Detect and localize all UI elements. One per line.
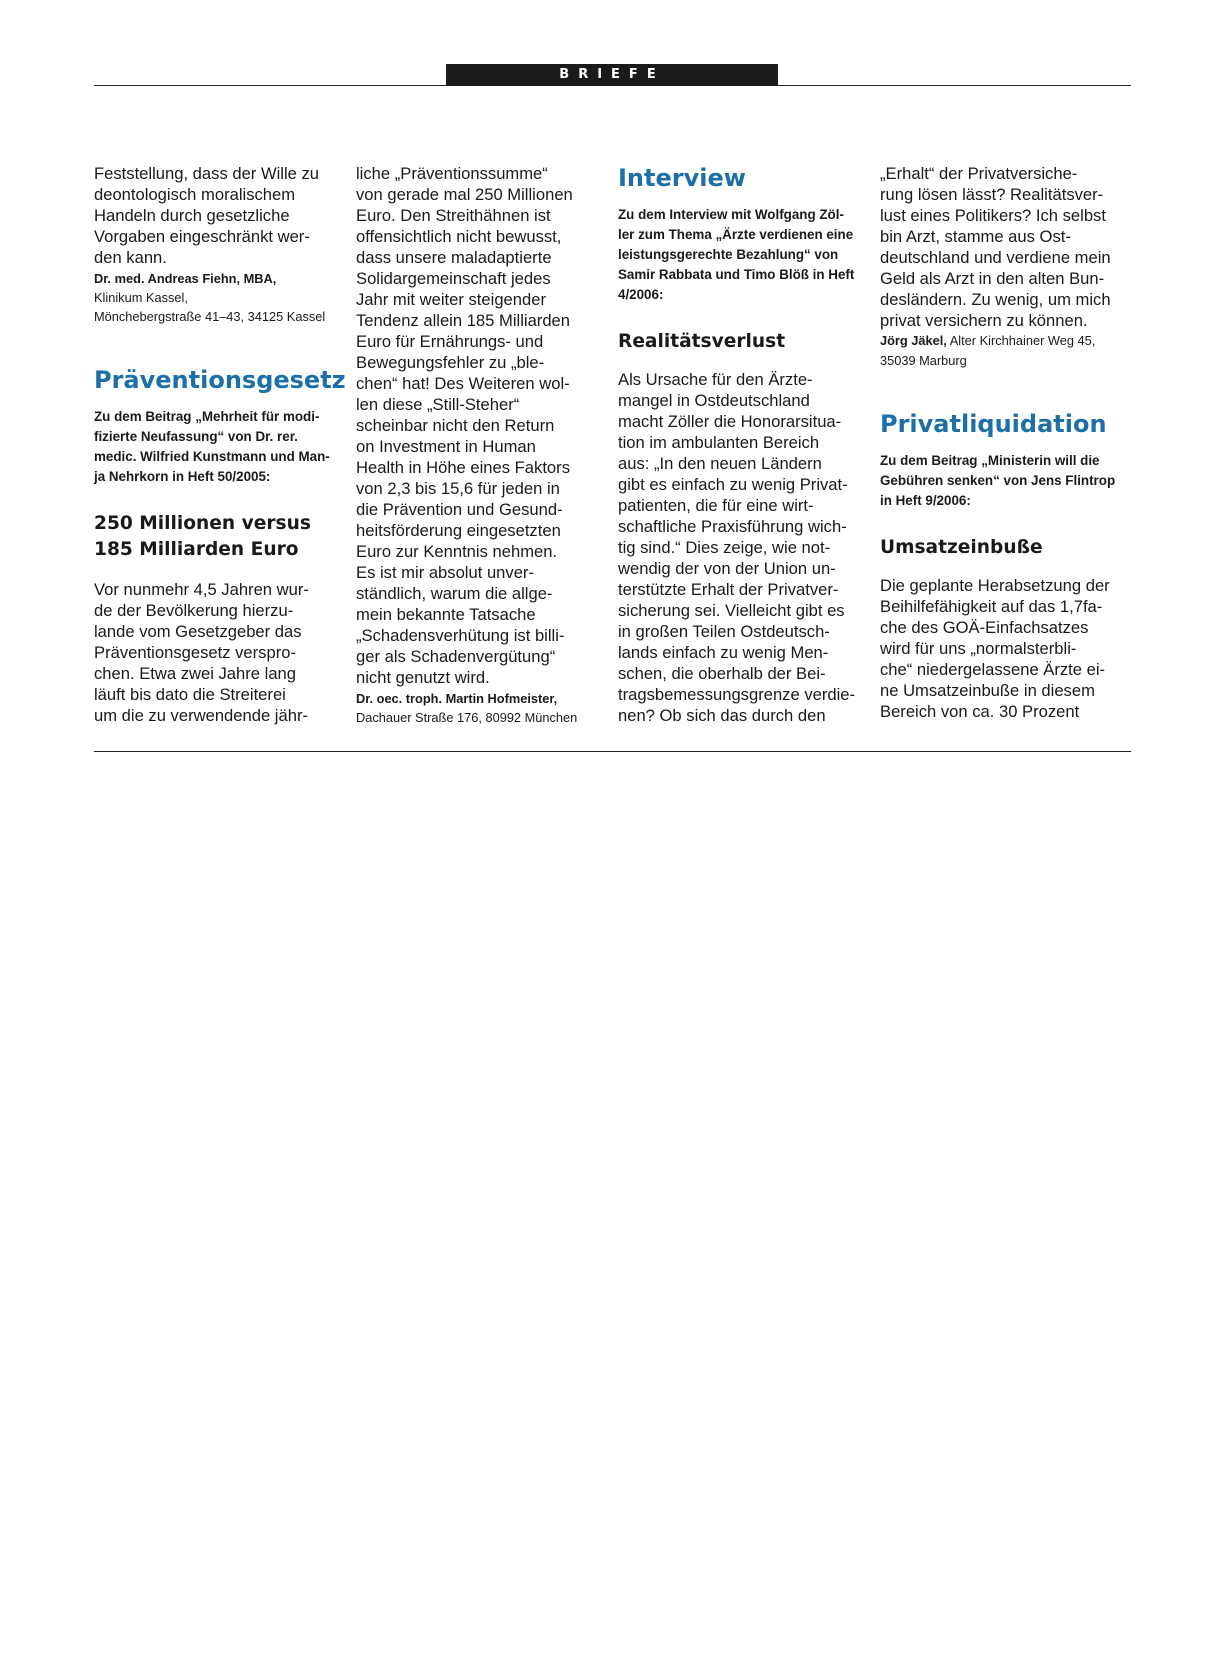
footer-rule [94, 751, 1131, 752]
letter-body: Vor nunmehr 4,5 Jahren wur- de der Bevölkerung hierzu- lande vom Gesetzgeber das Präventionsgesetz verspro- chen. Etwa zwei Jahre lang läuft bis dato die Streiterei um die zu verwendende jähr- [94, 580, 309, 725]
section-label: BRIEFE [446, 64, 778, 86]
author-address: Dachauer Straße 176, 80992 München [356, 710, 578, 725]
letter-body: Feststellung, dass der Wille zu deontologisch moralischem Handeln durch gesetzliche Vorgaben eingeschränkt wer- den kann. [94, 164, 320, 267]
author-name: Jörg Jäkel, [880, 333, 947, 348]
author-name: Dr. med. Andreas Fiehn, MBA, [94, 271, 277, 286]
letter-body: „Erhalt“ der Privatversiche- rung lösen lässt? Realitätsver- lust eines Politikers? Ich selbst bin Arzt, stamme aus Ost- deutschland und verdiene mein Geld als Arzt in den alten Bun- desländern. Zu wenig, um mich privat versichern zu können. [880, 164, 1111, 330]
letter-headline: Umsatzeinbuße [880, 537, 1043, 558]
column-4 [880, 163, 1130, 722]
letter-body: Als Ursache für den Ärzte- mangel in Ostdeutschland macht Zöller die Honorarsitua- tion im ambulanten Bereich aus: „In den neuen Ländern gibt es einfach zu wenig Privat- patienten, die für eine wirt- schaftliche Praxisführung wich- tig sind.“ Dies zeige, wie not- wendig der von der Union un- terstützte Erhalt der Privatver- sicherung sei. Vielleicht gibt es in großen Teilen Ostdeutsch- lands einfach zu wenig Men- schen, die oberhalb der Bei- tragsbemessungsgrenze verdie- nen? Ob sich das durch den [618, 370, 856, 725]
column-1 [94, 163, 344, 726]
letter-body: liche „Präventionssumme“ von gerade mal 250 Millionen Euro. Den Streithähnen ist offensichtlich nicht bewusst, dass unsere maladaptierte Solidargemeinschaft jedes Jahr mit weiter steigender Tendenz allein 185 Milliarden Euro für Ernährungs- und Bewegungsfehler zu „ble- chen“ hat! Des Weiteren wol- len diese „Still-Steher“ scheinbar nicht den Return on Investment in Human Health in Höhe eines Faktors von 2,3 bis 15,6 für jeden in die Prävention und Gesund- heitsförderung eingesetzten Euro zur Kenntnis nehmen. Es ist mir absolut unver- ständlich, warum die allge- mein bekannte Tatsache „Schadensverhütung ist billi- ger als Schadenvergütung“ nicht genutzt wird. [356, 164, 573, 687]
author-address-line2: 35039 Marburg [880, 353, 967, 368]
article-reference: Zu dem Beitrag „Mehrheit für modi- fizierte Neufassung“ von Dr. rer. medic. Wilfried Kunstmann und Man- ja Nehrkorn in Heft 50/2005: [94, 409, 330, 484]
author-address: Klinikum Kassel, Mönchebergstraße 41–43, 34125 Kassel [94, 290, 326, 324]
letter-headline: 250 Millionen versus 185 Milliarden Euro [94, 513, 311, 560]
section-title: Privatliquidation [880, 410, 1107, 438]
article-reference: Zu dem Beitrag „Ministerin will die Gebühren senken“ von Jens Flintrop in Heft 9/2006: [880, 453, 1116, 508]
article-reference: Zu dem Interview mit Wolfgang Zöl- ler zum Thema „Ärzte verdienen eine leistungsgerechte Bezahlung“ von Samir Rabbata und Timo Blöß in Heft 4/2006: [618, 207, 855, 302]
author-address: Alter Kirchhainer Weg 45, [949, 333, 1096, 348]
author-signature [880, 331, 1130, 351]
section-title: Interview [618, 164, 746, 192]
column-2 [356, 163, 606, 727]
letter-body: Die geplante Herabsetzung der Beihilfefähigkeit auf das 1,7fa- che des GOÄ-Einfachsatzes wird für uns „normalsterbli- che“ niedergelassene Ärzte ei- ne Umsatzeinbuße in diesem Bereich von ca. 30 Prozent [880, 576, 1110, 721]
letter-headline: Realitätsverlust [618, 331, 786, 352]
column-3 [618, 163, 868, 726]
section-title: Präventionsgesetz [94, 366, 346, 394]
author-name: Dr. oec. troph. Martin Hofmeister, [356, 691, 558, 706]
